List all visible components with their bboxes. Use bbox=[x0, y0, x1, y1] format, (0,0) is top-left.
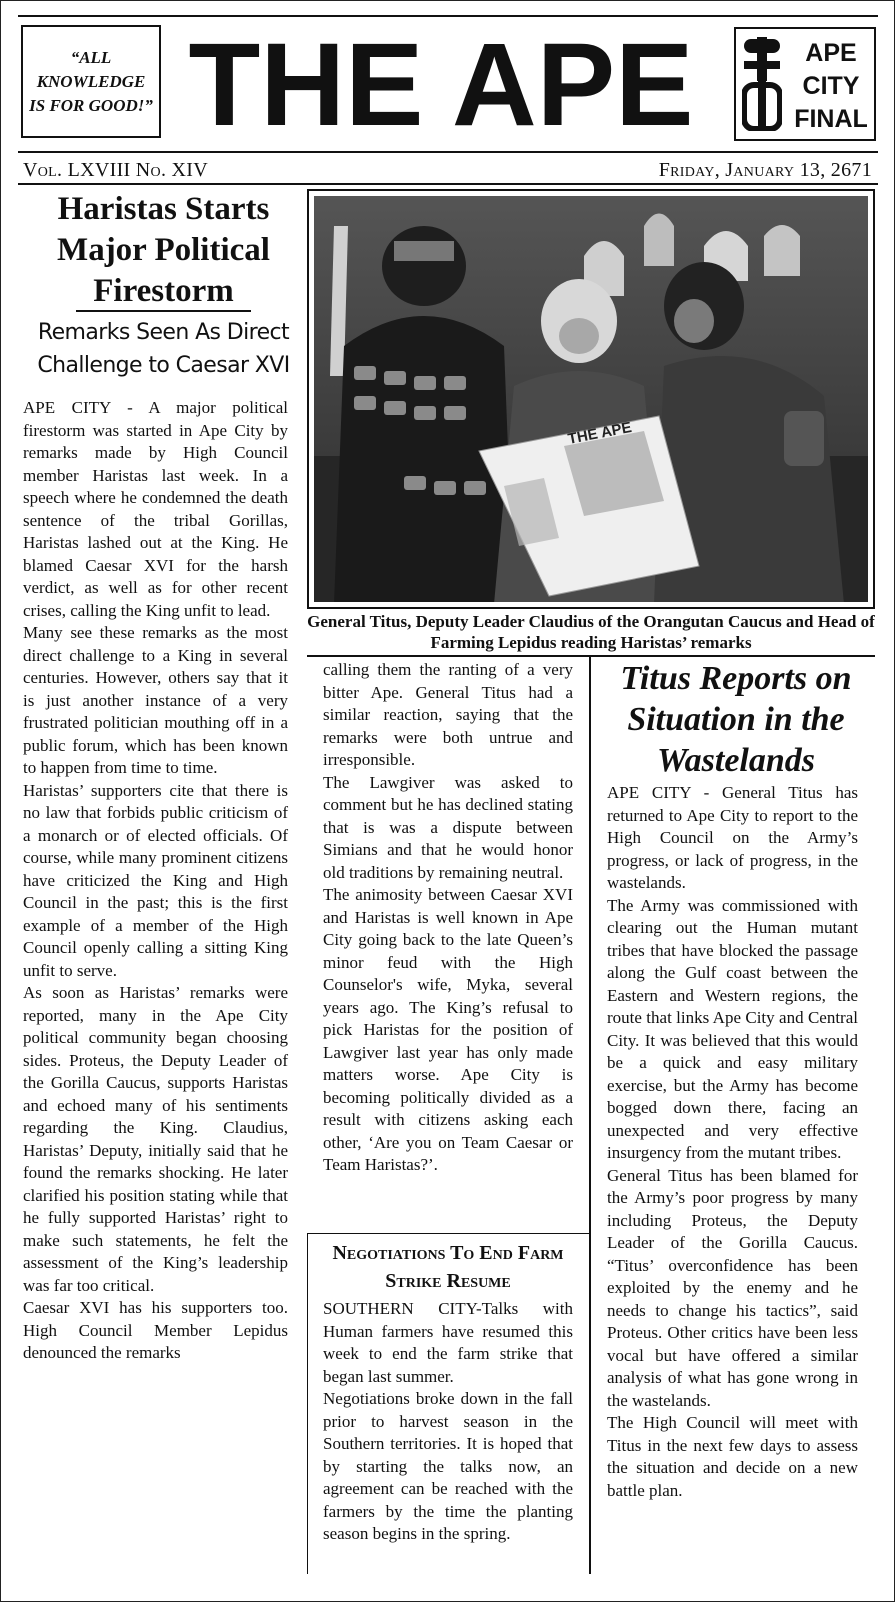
top-rule bbox=[18, 15, 878, 17]
titus-paragraph: General Titus has been blamed for the Army’s poor progress by many including Proteus, the Deputy Leader of the Gorilla Caucus. “Titus’ overconfidence has been exploited by the enemy and he needs to change his tactics”, said Proteus. Other critics have been less vocal but have offered a similar analysis of what has gone wrong in the wastelands. bbox=[607, 1165, 858, 1410]
headline-underline bbox=[76, 310, 251, 312]
nameplate-text: THE APE bbox=[188, 29, 694, 139]
lead-story-column-1 bbox=[23, 397, 288, 1365]
titus-story-column bbox=[607, 782, 858, 1502]
farm-strike-headline: Negotiations To End Farm Strike Resume bbox=[332, 1242, 564, 1292]
titus-headline: Titus Reports on Situation in the Wastelands bbox=[620, 660, 852, 779]
lead-paragraph: Many see these remarks as the most direct challenge to a King in several centuries. However, others say that it is just another instance of a very frustrated politician mouthing off in a public forum, which has been known to happen from time to time. bbox=[23, 623, 288, 777]
edition-line-2: CITY bbox=[802, 72, 860, 100]
photo-caption: General Titus, Deputy Leader Claudius of the Orangutan Caucus and Head of Farming Lepidus reading Haristas’ remarks bbox=[307, 612, 875, 652]
dateline-rule bbox=[18, 183, 878, 185]
edition-line-1: APE bbox=[805, 39, 857, 67]
masthead-rule bbox=[18, 151, 878, 153]
ape-city-emblem-icon bbox=[742, 37, 782, 131]
lead-paragraph: The animosity between Caesar XVI and Haristas is well known in Ape City going back to the late Queen’s minor feud with the High Counselor's wife, Myka, several years ago. The King’s refusal to pick Haristas for the position of Lawgiver last year has only made matters worse. Ape City is becoming politically divided as a result with citizens asking each other, ‘Are you on Team Caesar or Team Haristas?’. bbox=[323, 885, 573, 1174]
lead-headline: Haristas Starts Major Political Firestorm bbox=[57, 191, 270, 309]
motto-box bbox=[21, 25, 161, 138]
farm-paragraph: SOUTHERN CITY-Talks with Human farmers have resumed this week to end the farm strike that began last summer. bbox=[323, 1299, 573, 1386]
motto-text: “ALL KNOWLEDGE IS FOR GOOD!” bbox=[29, 47, 153, 115]
lead-photo bbox=[307, 189, 875, 609]
edition-line-3: FINAL bbox=[794, 105, 868, 133]
lead-paragraph: The Lawgiver was asked to comment but he has declined stating that is was a dispute between Simians and that he would honor old traditions by remaining neutral. bbox=[323, 772, 573, 882]
lead-story-column-2 bbox=[323, 659, 573, 1177]
lead-paragraph: Haristas’ supporters cite that there is no law that forbids public criticism of a monarch or of elected officials. Of course, while many prominent citizens have criticized the King and High Council in the past; this is the first example of a member of the High Council openly calling a sitting King unfit to serve. bbox=[23, 780, 288, 980]
lead-paragraph: APE CITY - A major political firestorm was started in Ape City by remarks made by High Council member Haristas last week. In a speech where he condemned the death sentence of the tribal Gorillas, Haristas lashed out at the King. He blamed Caesar XVI for the harsh verdict, as well as for other recent crises, calling the King unfit to lead. bbox=[23, 398, 288, 620]
newspaper-prop-text: THE APE bbox=[566, 418, 634, 448]
volume-number: Vol. LXVIII No. XIV bbox=[23, 159, 208, 181]
titus-paragraph: The Army was commissioned with clearing out the Human mutant tribes that have blocked the passage along the Gulf coast between the Eastern and Western regions, the route that links Ape City and Central City. It was believed that this would be a quick and easy military exercise, but the Army has become bogged down there, facing an unexpected and very effective insurgency from the mutant tribes. bbox=[607, 895, 858, 1162]
titus-paragraph: APE CITY - General Titus has returned to Ape City to report to the High Council on the Army’s progress, or lack of progress, in the wastelands. bbox=[607, 783, 858, 892]
farm-paragraph: Negotiations broke down in the fall prior to harvest season in the Southern territories. It is hoped that by starting the talks now, an agreement can be reached with the farmers by the time the planting season begins in the spring. bbox=[323, 1389, 573, 1543]
lead-paragraph: calling them the ranting of a very bitter Ape. General Titus had a similar reaction, saying that the remarks were both untrue and irresponsible. bbox=[323, 660, 573, 769]
lead-paragraph: Caesar XVI has his supporters too. High Council Member Lepidus denounced the remarks bbox=[23, 1298, 288, 1362]
issue-date: Friday, January 13, 2671 bbox=[658, 159, 872, 181]
lead-subhead: Remarks Seen As Direct Challenge to Caesar XVI bbox=[37, 320, 290, 378]
apes-reading-newspaper-image bbox=[314, 196, 868, 602]
edition-box bbox=[734, 27, 876, 141]
titus-paragraph: The High Council will meet with Titus in the next few days to assess the situation and decide on a new battle plan. bbox=[607, 1413, 858, 1500]
farm-strike-column bbox=[323, 1298, 573, 1546]
lead-paragraph: As soon as Haristas’ remarks were reported, many in the Ape City political community began choosing sides. Proteus, the Deputy Leader of the Gorilla Caucus, supports Haristas and echoed many of his sentiments regarding the King. Claudius, Haristas’ Deputy, initially said that he found the remarks shocking. He later clarified his position stating while that he fully supported Haristas’ right to make such statements, he felt the assessment of the King’s leadership was far too critical. bbox=[23, 983, 288, 1295]
caption-rule bbox=[307, 655, 875, 657]
nameplate-logo bbox=[186, 29, 696, 139]
